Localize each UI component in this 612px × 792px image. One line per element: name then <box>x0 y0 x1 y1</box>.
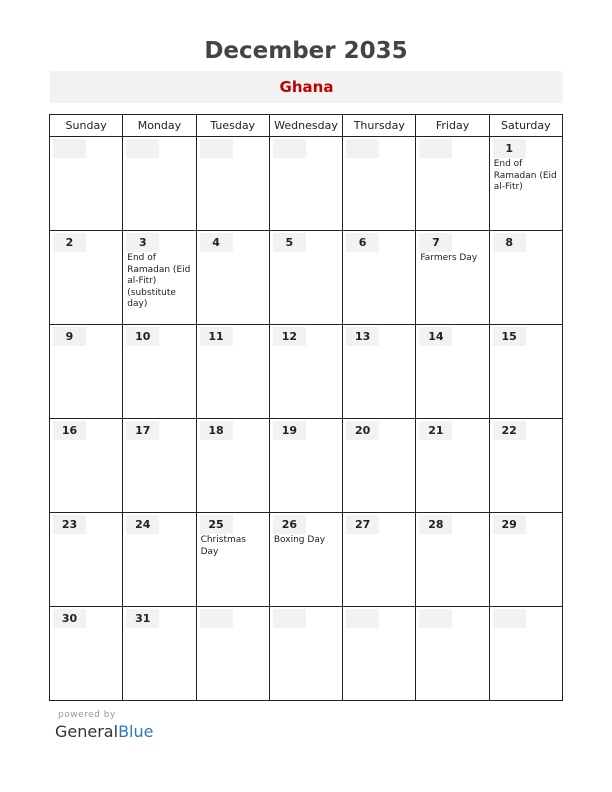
day-number <box>126 139 159 158</box>
day-number: 7 <box>419 233 452 252</box>
day-number: 2 <box>53 233 86 252</box>
day-number: 24 <box>126 515 159 534</box>
brand-logo[interactable] <box>55 722 153 741</box>
day-cell <box>50 607 123 701</box>
day-cell <box>50 325 123 419</box>
day-number: 18 <box>200 421 233 440</box>
week-row <box>50 137 563 231</box>
weekday-wednesday: Wednesday <box>269 115 342 137</box>
holiday-label: Farmers Day <box>420 253 478 263</box>
day-number: 20 <box>346 421 379 440</box>
day-number: 6 <box>346 233 379 252</box>
weekday-sunday: Sunday <box>50 115 123 137</box>
day-number: 29 <box>493 515 526 534</box>
day-cell <box>196 137 269 231</box>
day-cell <box>123 419 196 513</box>
day-cell <box>123 607 196 701</box>
day-number <box>419 609 452 628</box>
day-cell <box>50 513 123 607</box>
day-cell <box>416 607 489 701</box>
powered-by-text: powered by <box>58 710 116 720</box>
day-number: 9 <box>53 327 86 346</box>
day-number: 25 <box>200 515 233 534</box>
weekday-thursday: Thursday <box>343 115 416 137</box>
day-number <box>346 609 379 628</box>
day-cell <box>269 231 342 325</box>
day-number: 28 <box>419 515 452 534</box>
weekday-saturday: Saturday <box>489 115 562 137</box>
day-number: 14 <box>419 327 452 346</box>
day-number: 15 <box>493 327 526 346</box>
calendar-grid <box>49 114 563 701</box>
day-number: 21 <box>419 421 452 440</box>
weekday-tuesday: Tuesday <box>196 115 269 137</box>
holiday-label: Boxing Day <box>273 535 326 545</box>
day-cell <box>269 513 342 607</box>
day-number: 30 <box>53 609 86 628</box>
day-cell <box>123 137 196 231</box>
day-number: 10 <box>126 327 159 346</box>
week-row <box>50 231 563 325</box>
day-cell <box>343 231 416 325</box>
day-cell <box>489 325 562 419</box>
day-number: 1 <box>493 139 526 158</box>
day-number: 16 <box>53 421 86 440</box>
weekday-friday: Friday <box>416 115 489 137</box>
country-banner <box>50 71 563 103</box>
day-number <box>53 139 86 158</box>
day-number: 12 <box>273 327 306 346</box>
week-row <box>50 513 563 607</box>
day-cell <box>489 137 562 231</box>
week-row <box>50 419 563 513</box>
day-cell <box>489 513 562 607</box>
week-row <box>50 607 563 701</box>
day-cell <box>50 419 123 513</box>
day-number <box>200 139 233 158</box>
country-name: Ghana <box>279 78 334 96</box>
day-cell <box>343 607 416 701</box>
weekday-monday: Monday <box>123 115 196 137</box>
brand-name-blue: Blue <box>118 722 154 741</box>
day-number: 13 <box>346 327 379 346</box>
day-cell <box>416 513 489 607</box>
day-cell <box>50 231 123 325</box>
day-number: 8 <box>493 233 526 252</box>
day-number: 23 <box>53 515 86 534</box>
day-cell <box>343 513 416 607</box>
holiday-label: End of Ramadan (Eid al-Fitr) (substitute day) <box>127 253 191 309</box>
day-cell <box>196 513 269 607</box>
day-cell <box>196 607 269 701</box>
day-number: 17 <box>126 421 159 440</box>
day-number <box>273 139 306 158</box>
day-cell <box>416 325 489 419</box>
day-number <box>493 609 526 628</box>
day-number: 27 <box>346 515 379 534</box>
day-cell <box>416 419 489 513</box>
day-number: 22 <box>493 421 526 440</box>
day-cell <box>50 137 123 231</box>
day-cell <box>196 231 269 325</box>
day-number <box>346 139 379 158</box>
day-number <box>419 139 452 158</box>
day-number: 5 <box>273 233 306 252</box>
day-number: 26 <box>273 515 306 534</box>
day-number <box>273 609 306 628</box>
day-cell <box>123 513 196 607</box>
day-cell <box>343 137 416 231</box>
day-cell <box>489 419 562 513</box>
day-cell <box>196 419 269 513</box>
day-number: 31 <box>126 609 159 628</box>
day-cell <box>269 137 342 231</box>
weekday-header-row <box>50 115 563 137</box>
day-cell <box>416 231 489 325</box>
day-cell <box>489 231 562 325</box>
day-number: 11 <box>200 327 233 346</box>
day-cell <box>416 137 489 231</box>
day-cell <box>343 325 416 419</box>
day-cell <box>269 607 342 701</box>
day-cell <box>489 607 562 701</box>
calendar-body <box>50 137 563 701</box>
day-cell <box>123 325 196 419</box>
day-number: 4 <box>200 233 233 252</box>
week-row <box>50 325 563 419</box>
day-cell <box>196 325 269 419</box>
day-cell <box>123 231 196 325</box>
brand-name-general: General <box>55 722 119 741</box>
day-number <box>200 609 233 628</box>
day-cell <box>269 419 342 513</box>
day-number: 3 <box>126 233 159 252</box>
day-cell <box>269 325 342 419</box>
holiday-label: Christmas Day <box>200 535 246 557</box>
calendar-title: December 2035 <box>204 38 408 64</box>
day-number: 19 <box>273 421 306 440</box>
holiday-label: End of Ramadan (Eid al-Fitr) <box>493 159 557 192</box>
day-cell <box>343 419 416 513</box>
